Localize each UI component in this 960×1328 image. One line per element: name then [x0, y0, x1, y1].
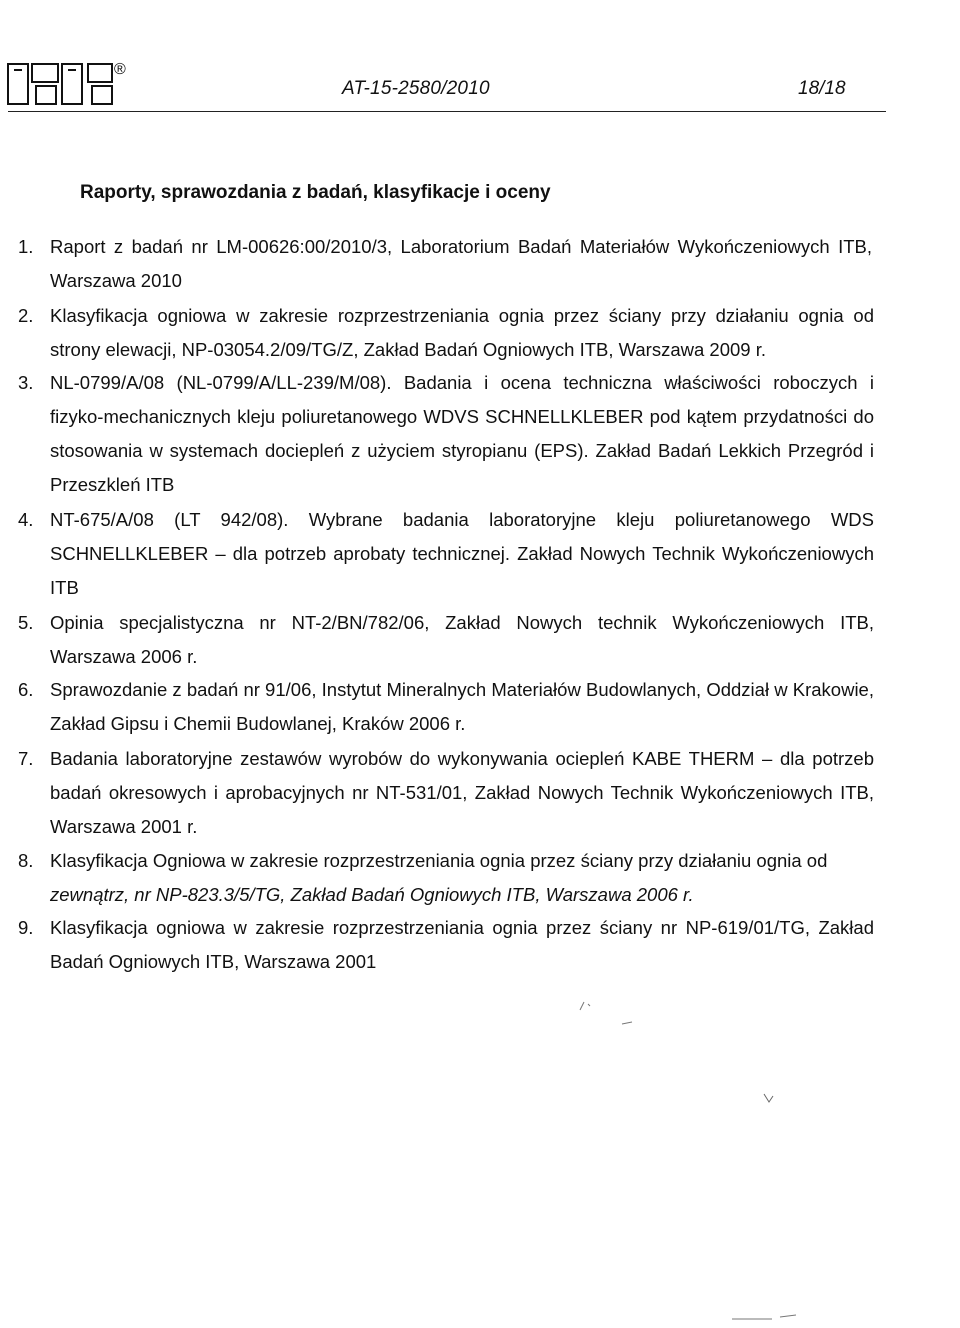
reference-text: Badania laboratoryjne zestawów wyrobów do wykonywania ociepleń KABE THERM – dla potrzeb badań okresowych i aprobacyjnych nr NT-531/01, Zakład Nowych Technik Wykończeniowych ITB, Warszawa 2001 r. [50, 748, 874, 837]
header-divider [8, 111, 886, 112]
document-number: AT-15-2580/2010 [342, 78, 490, 99]
section-title: Raporty, sprawozdania z badań, klasyfikacje i oceny [80, 182, 551, 203]
reference-text: Klasyfikacja Ogniowa w zakresie rozprzestrzeniania ognia przez ściany przy działaniu ognia od [50, 850, 828, 871]
itb-logo-icon [6, 60, 124, 110]
page-header [0, 0, 960, 120]
scan-marks-icon [560, 990, 660, 1040]
reference-text-continuation: zewnątrz, nr NP-823.3/5/TG, Zakład Badań Ogniowych ITB, Warszawa 2006 r. [50, 884, 694, 905]
registered-mark: ® [114, 61, 126, 78]
scan-mark-bottom-icon [730, 1305, 810, 1325]
reference-text: NL-0799/A/08 (NL-0799/A/LL-239/M/08). Badania i ocena techniczna właściwości roboczych i fizyko-mechanicznych kleju poliuretanowego WDVS SCHNELLKLEBER pod kątem przydatności do stosowania w systemach dociepleń z użyciem styropianu (EPS). Zakład Badań Lekkich Przegród i Przeszkleń ITB [50, 372, 874, 495]
reference-text: Raport z badań nr LM-00626:00/2010/3, Laboratorium Badań Materiałów Wykończeniowych ITB, Warszawa 2010 [50, 236, 872, 291]
reference-text: NT-675/A/08 (LT 942/08). Wybrane badania laboratoryjne kleju poliuretanowego WDS SCHNELLKLEBER – dla potrzeb aprobaty technicznej. Zakład Nowych Technik Wykończeniowych ITB [50, 509, 874, 598]
reference-text: Klasyfikacja ogniowa w zakresie rozprzestrzeniania ognia przez ściany przy działaniu ognia od strony elewacji, NP-03054.2/09/TG/Z, Zakład Badań Ogniowych ITB, Warszawa 2009 r. [50, 305, 874, 360]
reference-number: 3. [18, 372, 34, 393]
scan-mark-icon [760, 1090, 780, 1110]
reference-number: 4. [18, 509, 34, 530]
reference-number: 5. [18, 612, 34, 633]
reference-text: Sprawozdanie z badań nr 91/06, Instytut Mineralnych Materiałów Budowlanych, Oddział w Krakowie, Zakład Gipsu i Chemii Budowlanej, Kraków 2006 r. [50, 679, 874, 734]
reference-number: 1. [18, 236, 34, 257]
reference-text: Klasyfikacja ogniowa w zakresie rozprzestrzeniania ognia przez ściany nr NP-619/01/TG, Zakład Badań Ogniowych ITB, Warszawa 2001 [50, 917, 874, 972]
reference-number: 7. [18, 748, 34, 769]
reference-number: 8. [18, 850, 34, 871]
reference-number: 9. [18, 917, 34, 938]
page-number: 18/18 [798, 78, 846, 99]
reference-number: 6. [18, 679, 34, 700]
reference-number: 2. [18, 305, 34, 326]
reference-text: Opinia specjalistyczna nr NT-2/BN/782/06, Zakład Nowych technik Wykończeniowych ITB, Warszawa 2006 r. [50, 612, 874, 667]
